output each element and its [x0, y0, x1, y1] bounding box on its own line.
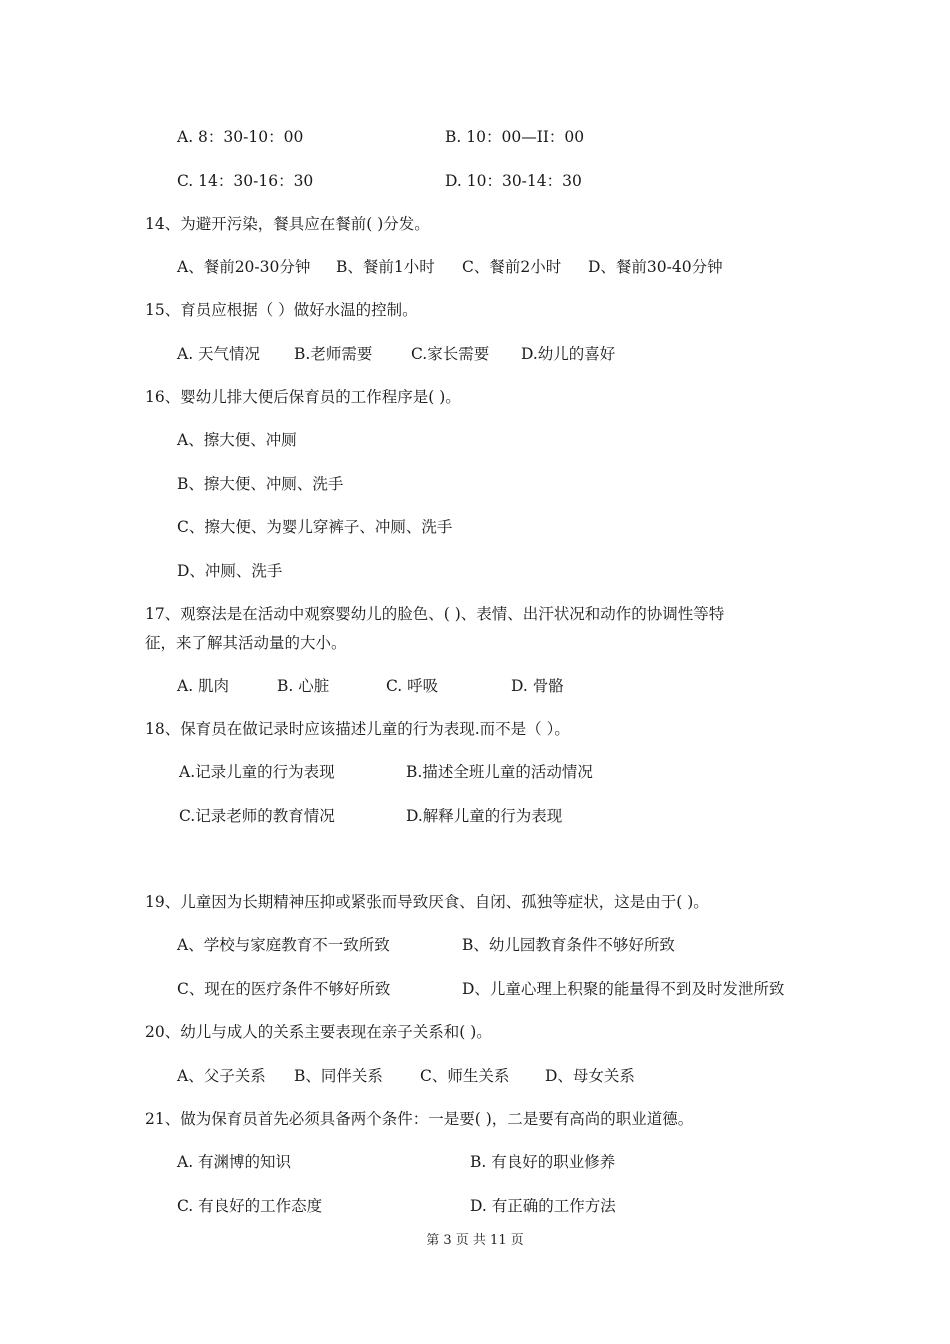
- option-text: A、擦大便、冲厕: [177, 431, 297, 449]
- option-text: C. 呼吸: [386, 677, 439, 695]
- option-text: B. 10：00—II：00: [445, 128, 585, 146]
- option-text: C. 14：30-16：30: [177, 172, 314, 190]
- question-text: 19、儿童因为长期精神压抑或紧张而导致厌食、自闭、孤独等症状，这是由于( )。: [145, 893, 709, 911]
- question-text: 14、为避开污染，餐具应在餐前( )分发。: [145, 215, 430, 233]
- option-text: A、父子关系: [177, 1067, 266, 1085]
- option-text: C、师生关系: [420, 1067, 510, 1085]
- option-text: A. 有渊博的知识: [177, 1153, 292, 1171]
- option-text: D.解释儿童的行为表现: [406, 807, 563, 825]
- option-text: A、餐前20-30分钟: [177, 258, 311, 276]
- option-text: B、幼儿园教育条件不够好所致: [462, 936, 675, 954]
- option-text: B. 心脏: [277, 677, 330, 695]
- option-text: A、学校与家庭教育不一致所致: [177, 936, 390, 954]
- option-text: C、餐前2小时: [462, 258, 562, 276]
- question-text: 17、观察法是在活动中观察婴幼儿的脸色、( )、表情、出汗状况和动作的协调性等特: [145, 605, 725, 623]
- question-text: 18、保育员在做记录时应该描述儿童的行为表现.而不是（ ）。: [145, 720, 570, 738]
- option-text: B.描述全班儿童的活动情况: [406, 763, 593, 781]
- question-text: 15、育员应根据（ ）做好水温的控制。: [145, 301, 418, 319]
- question-text: 16、婴幼儿排大便后保育员的工作程序是( )。: [145, 388, 461, 406]
- question-text: 20、幼儿与成人的关系主要表现在亲子关系和( )。: [145, 1023, 492, 1041]
- option-text: A. 天气情况: [177, 345, 261, 363]
- option-text: A. 肌肉: [177, 677, 230, 695]
- option-text: D.幼儿的喜好: [521, 345, 616, 363]
- option-text: B. 有良好的职业修养: [470, 1153, 616, 1171]
- option-text: C.记录老师的教育情况: [179, 807, 335, 825]
- option-text: C、现在的医疗条件不够好所致: [177, 980, 391, 998]
- option-text: D. 骨骼: [511, 677, 564, 695]
- option-text: C.家长需要: [411, 345, 490, 363]
- question-text: 征，来了解其活动量的大小。: [145, 634, 347, 652]
- option-text: C、擦大便、为婴儿穿裤子、冲厕、洗手: [177, 518, 453, 536]
- option-text: D、餐前30-40分钟: [588, 258, 723, 276]
- option-text: A.记录儿童的行为表现: [179, 763, 335, 781]
- option-text: D、冲厕、洗手: [177, 562, 283, 580]
- option-text: B、擦大便、冲厕、洗手: [177, 475, 344, 493]
- page-footer: 第 3 页 共 11 页: [426, 1233, 524, 1248]
- option-text: A. 8：30-10：00: [177, 128, 304, 146]
- option-text: D. 10：30-14：30: [445, 172, 582, 190]
- option-text: D. 有正确的工作方法: [470, 1197, 616, 1215]
- option-text: B、同伴关系: [294, 1067, 383, 1085]
- option-text: D、母女关系: [545, 1067, 635, 1085]
- option-text: C. 有良好的工作态度: [177, 1197, 323, 1215]
- question-text: 21、做为保育员首先必须具备两个条件：一是要( )，二是要有高尚的职业道德。: [145, 1110, 694, 1128]
- option-text: D、儿童心理上积聚的能量得不到及时发泄所致: [462, 980, 785, 998]
- option-text: B、餐前1小时: [336, 258, 435, 276]
- option-text: B.老师需要: [294, 345, 373, 363]
